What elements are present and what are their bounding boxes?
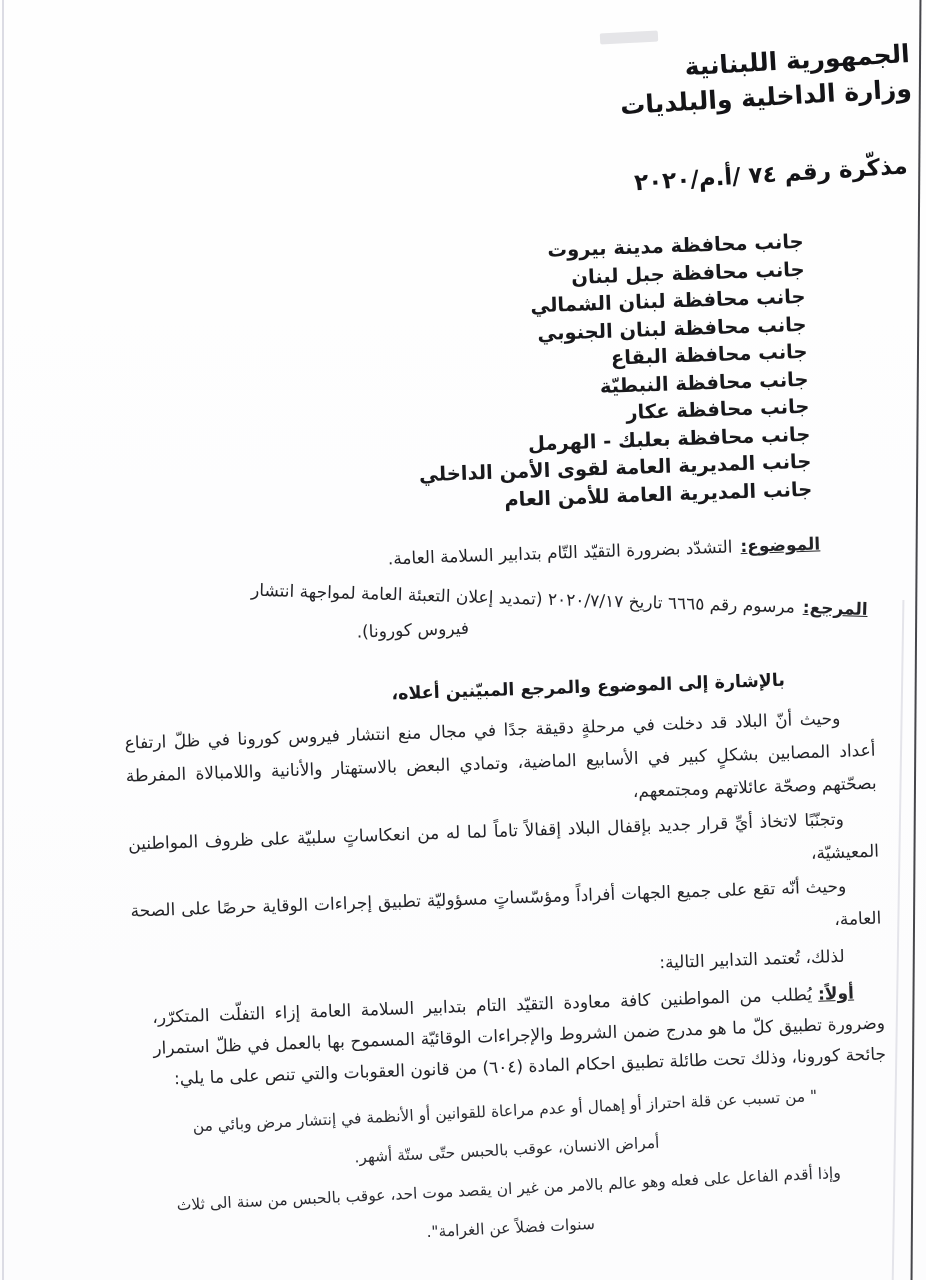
addressee-item: جانب محافظة عكار xyxy=(625,394,810,425)
penal-quote-line-3: وإذا أقدم الفاعل على فعله وهو عالم بالامر من غير ان يقصد موت احد، عوقب بالحبس من سنة الى ثلاث xyxy=(176,1163,842,1215)
addressee-item: جانب محافظة البقاع xyxy=(610,339,808,370)
decision-line: لذلك، تُعتمد التدابير التالية: xyxy=(658,946,845,974)
ministry-title: وزارة الداخلية والبلديات xyxy=(619,73,913,121)
body-paragraph-2: وتجنّبًا لاتخاذ أيِّ قرار جديد بإقفال البلاد إقفالاً تاماً لما له من انعكاساتٍ سلبيّة على ظروف المواطنين المعيشيّة، xyxy=(127,809,880,864)
letterhead xyxy=(90,36,913,155)
salutation-line: بالإشارة إلى الموضوع والمرجع المبيّنين أعلاه، xyxy=(391,670,786,705)
body-paragraph-3: وحيث أنّه تقع على جميع الجهات أفراداً ومؤسّساتٍ مسؤوليّة تطبيق إجراءات الوقاية حرصًا على الصحة العامة، xyxy=(130,876,882,931)
scan-left-edge-line xyxy=(2,0,4,1280)
penal-quote-line-1: " من تسبب عن قلة احتراز أو إهمال أو عدم مراعاة للقوانين أو الأنظمة في إنتشار مرض وبائي من xyxy=(192,1086,818,1136)
penal-quote-line-4: سنوات فضلاً عن الغرامة". xyxy=(426,1214,596,1242)
reference-label: المرجع: xyxy=(802,597,868,620)
addressee-item: جانب محافظة لبنان الجنوبي xyxy=(536,312,807,345)
memo-content xyxy=(88,22,926,1261)
reference-line-2: فيروس كورونا). xyxy=(356,618,470,643)
addressee-item: جانب محافظة النبطيّة xyxy=(599,367,809,398)
addressee-item: جانب المديرية العامة للأمن العام xyxy=(503,477,813,511)
penal-code-quote xyxy=(124,1071,926,1267)
addressee-item: جانب محافظة بعلبك - الهرمل xyxy=(527,422,811,456)
subject-label: الموضوع: xyxy=(740,534,821,558)
reference-text: مرسوم رقم ٦٦٦٥ تاريخ ٢٠٢٠/٧/١٧ (تمديد إعلان التعبئة العامة لمواجهة انتشار xyxy=(250,580,796,618)
republic-title: الجمهورية اللبنانية xyxy=(683,38,911,82)
subject-text: التشدّد بضرورة التقيّد التّام بتدابير السلامة العامة. xyxy=(387,537,733,570)
addressee-item: جانب محافظة جبل لبنان xyxy=(570,257,805,289)
addressee-item: جانب محافظة مدينة بيروت xyxy=(547,229,804,262)
first-measure-text: يُطلب من المواطنين كافة معاودة التقيّد التام بتدابير السلامة العامة إزاء التفلّت المتكرّر، وضرورة تطبيق كلّ ما هو مدرج ضمن الشروط والإجراءات الوقائيّة المسموح بها بالعمل في ظلّ استمرار جائحة كورونا، وذلك تحت طائلة تطبيق احكام المادة (٦٠٤) من قانون العقوبات والتي تنص على ما يلي: xyxy=(151,984,887,1090)
penal-quote-line-2: أمراض الانسان، عوقب بالحبس حتّى ستّة أشهر. xyxy=(353,1133,660,1167)
memo-number: مذكّرة رقم ٧٤ /أ.م/٢٠٢٠ xyxy=(633,153,909,197)
reference-block xyxy=(108,568,926,657)
first-measure-label: أولاً: xyxy=(817,983,855,1005)
body-paragraph-1: وحيث أنّ البلاد قد دخلت في مرحلةٍ دقيقة جدًا في مجال منع انتشار فيروس كورونا في ظلّ ارتفاع أعداد المصابين بشكلٍ كبير في الأسابيع الماضية، وتمادي البعض بالاستهتار والأنانية واللامبالاة المفرطة بصحّتهم وصحّة عائلاتهم ومجتمعهم، xyxy=(124,708,877,803)
addressee-list xyxy=(96,224,925,527)
addressee-item: جانب محافظة لبنان الشمالي xyxy=(530,284,806,318)
addressee-item: جانب المديرية العامة لقوى الأمن الداخلي xyxy=(418,449,812,487)
